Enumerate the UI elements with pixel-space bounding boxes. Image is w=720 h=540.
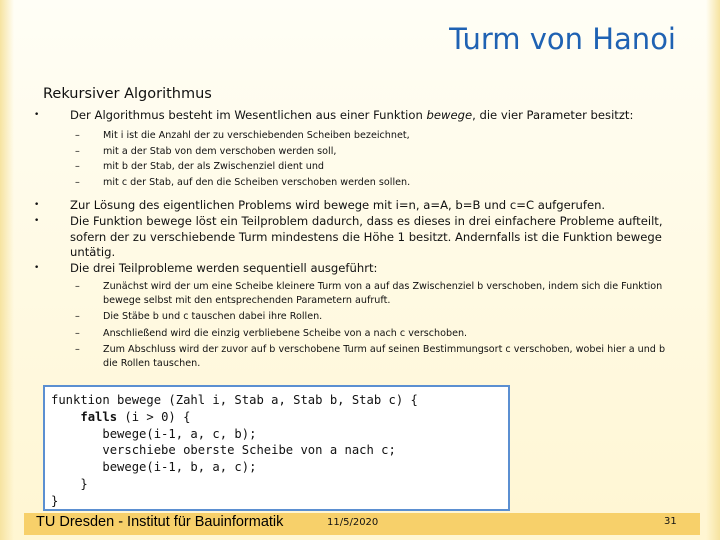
right-edge-decoration [706, 0, 720, 540]
bullet-item [30, 198, 670, 213]
bullet-item [30, 261, 670, 276]
sub-bullet-text: Die Stäbe b und c tauschen dabei ihre Rollen. [103, 311, 323, 323]
sub-bullet-item [30, 159, 670, 175]
bullet-item [30, 214, 670, 260]
sub-bullet-text: Zunächst wird der um eine Scheibe kleinere Turm von a auf das Zwischenziel b verschoben, indem sich die Funktion bewege selbst mit den entsprechenden Parametern aufruft. [103, 281, 663, 306]
left-edge-decoration [0, 0, 14, 540]
sub-bullet-item [30, 280, 670, 307]
bullet-item [30, 108, 670, 123]
sub-bullet-item [30, 310, 670, 324]
step-list [30, 280, 670, 370]
sub-bullet-text: mit b der Stab, der als Zwischenziel dient und [103, 161, 324, 173]
bullet-emphasis: bewege [426, 108, 473, 122]
sub-bullet-marker: – [75, 161, 80, 173]
bullet-text: Die drei Teilprobleme werden sequentiell ausgeführt: [70, 261, 378, 276]
code-line: falls (i > 0) { [80, 409, 191, 424]
bullet-marker: • [34, 200, 40, 211]
bullet-text: Der Algorithmus besteht im Wesentlichen aus einer Funktion [70, 108, 427, 122]
parameter-list [30, 128, 670, 190]
sub-bullet-marker: – [75, 176, 80, 188]
slide-content [30, 108, 670, 373]
code-block [51, 392, 418, 510]
sub-bullet-text: mit a der Stab von dem verschoben werden soll, [103, 145, 337, 157]
sub-bullet-item [30, 327, 670, 341]
sub-bullet-marker: – [75, 344, 80, 356]
code-line: bewege(i-1, a, c, b); [51, 426, 257, 441]
bullet-marker: • [34, 216, 40, 227]
sub-bullet-item [30, 343, 670, 370]
bullet-text: Zur Lösung des eigentlichen Problems wird bewege mit i=n, a=A, b=B und c=C aufgerufen. [70, 198, 606, 213]
sub-bullet-marker: – [75, 311, 80, 323]
code-keyword: falls [80, 409, 118, 424]
sub-bullet-item [30, 175, 670, 191]
sub-bullet-marker: – [75, 281, 80, 293]
slide-subtitle: Rekursiver Algorithmus [43, 86, 212, 102]
code-line: bewege(i-1, b, a, c); [51, 460, 257, 475]
bullet-text: Die Funktion bewege löst ein Teilproblem dadurch, dass es dieses in drei einfachere Probleme aufteilt, sofern der zu verschiebende Turm mindestens die Höhe 1 besitzt. Andernfalls ist die Funktion bewege untätig. [70, 214, 663, 259]
sub-bullet-marker: – [75, 145, 80, 157]
sub-bullet-item [30, 144, 670, 160]
sub-bullet-text: mit c der Stab, auf den die Scheiben verschoben werden sollen. [103, 176, 411, 188]
sub-bullet-marker: – [75, 327, 80, 339]
code-line: verschiebe oberste Scheibe von a nach c; [51, 443, 396, 458]
code-line: } [51, 476, 88, 491]
footer-institute: TU Dresden - Institut für Bauinformatik [36, 514, 284, 530]
sub-bullet-text: Mit i ist die Anzahl der zu verschiebenden Scheiben bezeichnet, [103, 130, 410, 142]
sub-bullet-marker: – [75, 130, 80, 142]
code-line: } [51, 493, 59, 508]
sub-bullet-text: Anschließend wird die einzig verbliebene Scheibe von a nach c verschoben. [103, 327, 468, 339]
slide-title: Turm von Hanoi [449, 22, 676, 56]
sub-bullet-text: Zum Abschluss wird der zuvor auf b verschobene Turm auf seinen Bestimmungsort c verschoben, wobei hier a und b die Rollen tauschen. [103, 344, 666, 369]
bullet-text: , die vier Parameter besitzt: [472, 108, 634, 122]
footer-date: 11/5/2020 [327, 517, 379, 528]
code-line: funktion bewege (Zahl i, Stab a, Stab b, Stab c) { [51, 393, 418, 407]
bullet-marker: • [34, 263, 40, 274]
page-number: 31 [664, 516, 677, 527]
sub-bullet-item [30, 128, 670, 144]
bullet-marker: • [34, 110, 40, 120]
